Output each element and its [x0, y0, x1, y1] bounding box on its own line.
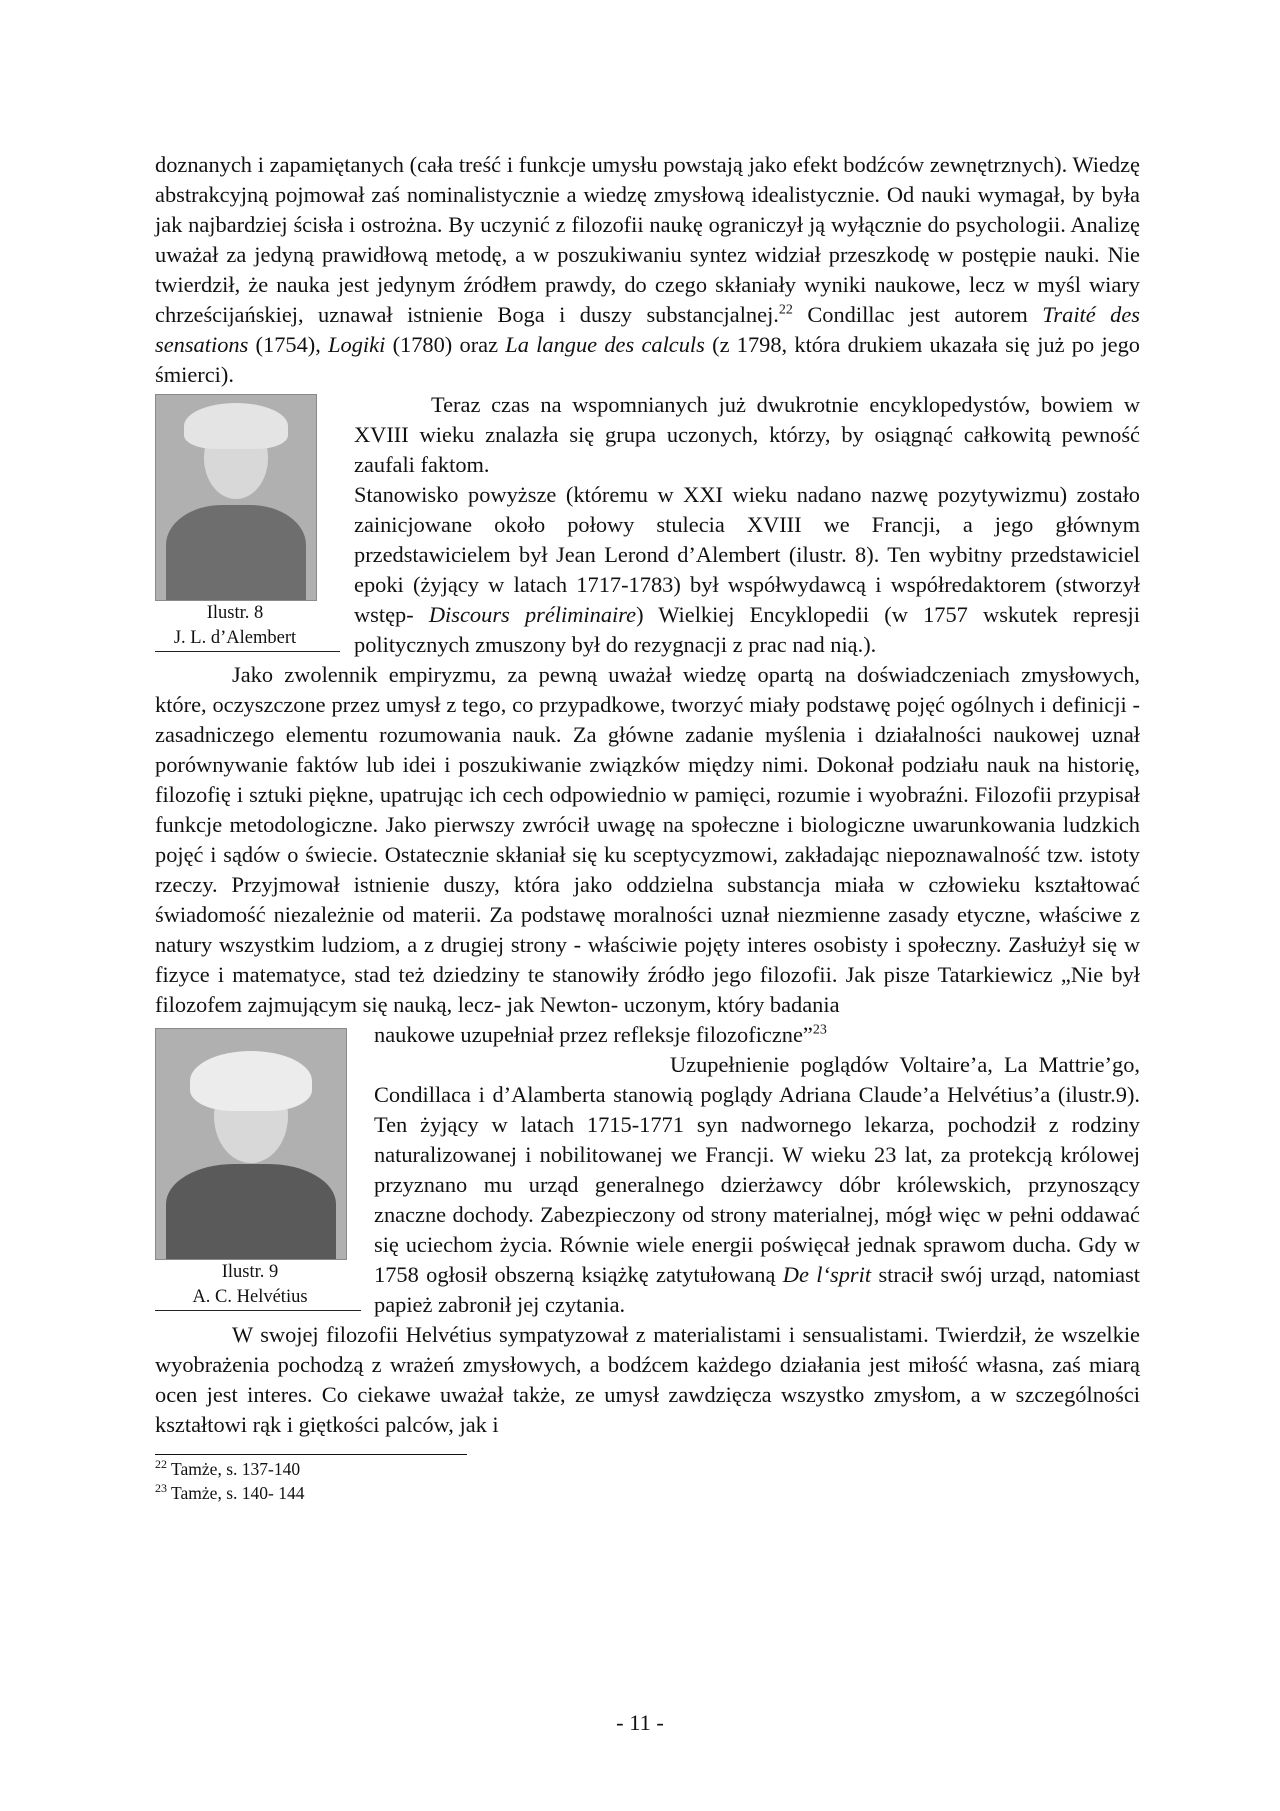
footnote-separator	[155, 1454, 467, 1455]
footnote-22: $^{22}$ Tamże, s. 137-140	[155, 1457, 301, 1479]
portrait-helvetius-icon	[155, 1028, 347, 1260]
figure-caption: Ilustr. 9 A. C. Helvétius	[192, 1262, 308, 1307]
paragraph-helvetius-intro: naukowe uzupełniał przez refleksje filozoficzne”$^{23}$	[374, 1022, 827, 1047]
footnote-ref-22[interactable]: 22	[778, 302, 793, 318]
footnote-23: $^{23}$ Tamże, s. 140- 144	[155, 1481, 305, 1503]
figure-caption: Ilustr. 8 J. L. d’Alembert	[173, 603, 297, 648]
page-body	[155, 150, 1140, 1505]
caption-rule	[155, 1310, 361, 1311]
figure-dalembert	[155, 394, 340, 652]
portrait-dalembert-icon	[155, 394, 317, 601]
paragraph-helvetius-philosophy: W swojej filozofii Helvétius sympatyzował z materialistami i sensualistami. Twierdził, że wszelkie wyobrażenia pochodzą z wrażeń zmysłowych, a bodźcem każdego działania jest miłość własna, zaś miarą ocen jest interes. Co ciekawe uważał także, ze umysł zawdzięcza wszystko zmysłom, a w szczególności kształtowi rąk i giętkości palców, jak i	[155, 1322, 1140, 1437]
paragraph-empiricism: Jako zwolennik empiryzmu, za pewną uważał wiedzę opartą na doświadczeniach zmysłowych, które, oczyszczone przez umysł z tego, co przypadkowe, tworzyć miały podstawę pojęć ogólnych i definicji - zasadniczego elementu rozumowania nauk. Za główne zadanie myślenia i działalności naukowej uznał porównywanie faktów lub idei i poszukiwanie związków między nimi. Dokonał podziału nauk na historię, filozofię i sztuki piękne, upatrując ich cech odpowiednio w pamięci, rozumie i wyobraźni. Filozofii przypisał funkcje metodologiczne. Jako pierwszy zwrócił uwagę na społeczne i biologiczne uwarunkowania ludzkich pojęć i sądów o świecie. Ostatecznie skłaniał się ku sceptycyzmowi, zakładając niepoznawalność tzw. istoty rzeczy. Przyjmował istnienie duszy, która jako oddzielna substancja miała w człowieku kształtować świadomość niezależnie od materii. Za podstawę moralności uznał niezmienne zasady etyczne, właściwe z natury wszystkim ludziom, a z drugiej strony - właściwie pojęty interes osobisty i społeczny. Zasłużył się w fizyce i matematyce, stad też dziedziny te stanowiły źródło jego filozofii. Jak pisze Tatarkiewicz „Nie był filozofem zajmującym się nauką, lecz- jak Newton- uczonym, który badania	[155, 662, 1140, 1017]
paragraph-helvetius-bio: Uzupełnienie poglądów Voltaire’a, La Mattrie’go, Condillaca i d’Alamberta stanowią poglądy Adriana Claude’a Helvétius’a (ilustr.9). Ten żyjący w latach 1715-1771 syn nadwornego lekarza, pochodził z rodziny naturalizowanej i nobilitowanej we Francji. W wieku 23 lat, za protekcją królowej przyznano mu urząd generalnego dzierżawcy dóbr królewskich, przynoszący znaczne dochody. Zabezpieczony od strony materialnej, mógł więc w pełni oddawać się uciechom życia. Równie wiele energii poświęcał jednak sprawom ducha. Gdy w 1758 ogłosił obszerną książkę zatytułowaną De l‘sprit stracił swój urząd, natomiast papież zabronił jej czytania.	[374, 1052, 1141, 1317]
paragraph-condillac: doznanych i zapamiętanych (cała treść i funkcje umysłu powstają jako efekt bodźców zewnętrznych). Wiedzę abstrakcyjną pojmował zaś nominalistycznie a wiedzę zmysłową idealistycznie. Od nauki wymagał, by była jak najbardziej ścisła i ostrożna. By uczynić z filozofii naukę ograniczył ją wyłącznie do psychologii. Analizę uważał za jedyną prawidłową metodę, a w poszukiwaniu syntez widział przeszkodę w postępie nauki. Nie twierdził, że nauka jest jedynym źródłem prawdy, do czego skłaniały wyniki naukowe, lecz w myśl wiary chrześcijańskiej, uznawał istnienie Boga i duszy substancjalnej.$^{22}$ Condillac jest autorem Traité des sensations (1754), Logiki (1780) oraz La langue des calculs (z 1798, która drukiem ukazała się już po jego śmierci).	[155, 152, 1141, 387]
page-number: - 11 -	[616, 1710, 664, 1735]
footnote-ref-23[interactable]: 23	[812, 1022, 827, 1038]
figure-helvetius	[155, 1028, 361, 1311]
caption-rule	[155, 651, 340, 652]
paragraph-encyclopedists: Teraz czas na wspomnianych już dwukrotnie encyklopedystów, bowiem w XVIII wieku znalazła się grupa uczonych, którzy, by osiągnąć całkowitą pewność zaufali faktom. Stanowisko powyższe (któremu w XXI wieku nadano nazwę pozytywizmu) zostało zainicjowane około połowy stulecia XVIII we Francji, a jego głównym przedstawicielem był Jean Lerond d’Alembert (ilustr. 8). Ten wybitny przedstawiciel epoki (żyjący w latach 1717-1783) był współwydawcą i współredaktorem (stworzył wstęp- Discours préliminaire) Wielkiej Encyklopedii (w 1757 wskutek represji politycznych zmuszony był do rezygnacji z prac nad nią.).	[354, 392, 1140, 657]
